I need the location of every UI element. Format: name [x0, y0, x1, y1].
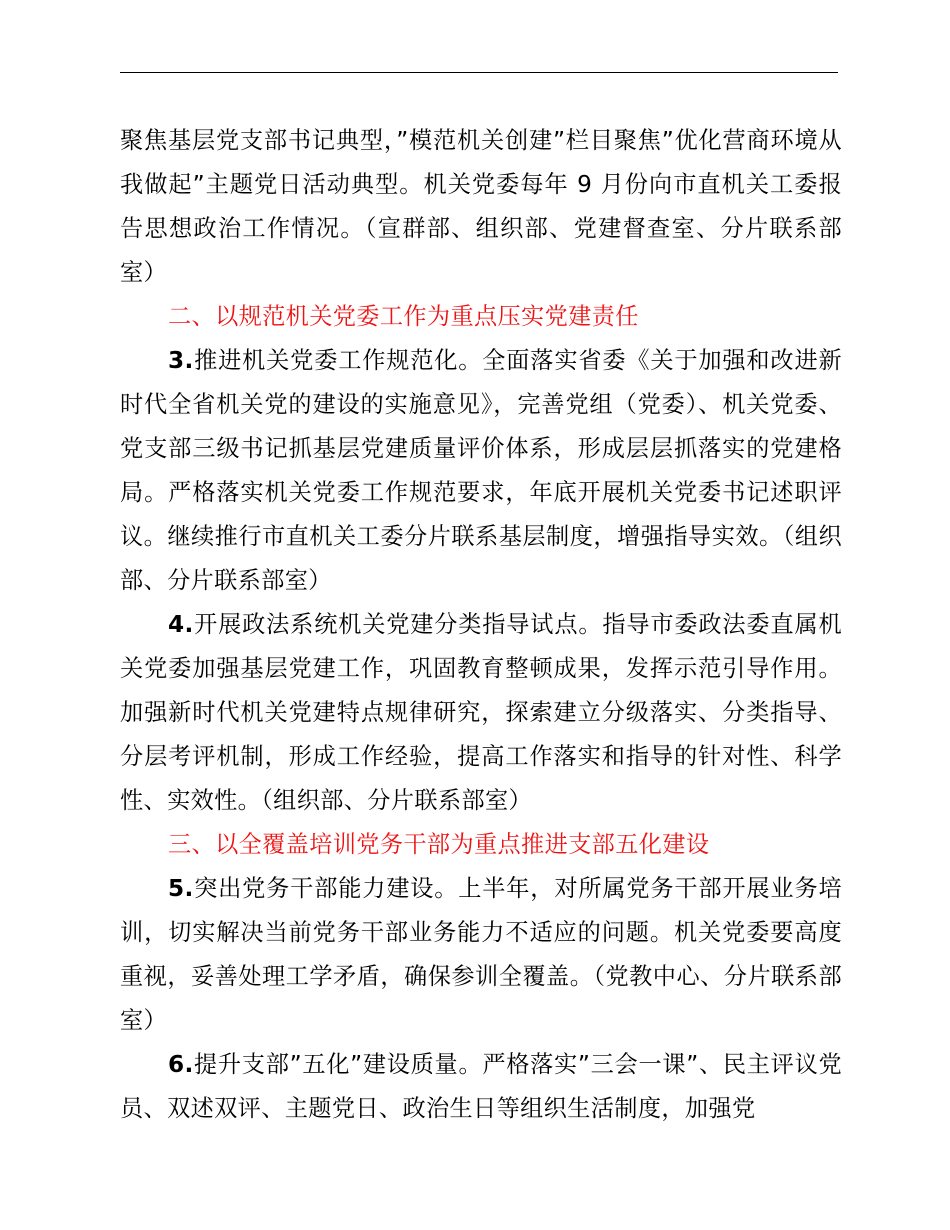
section-heading-3: 三、以全覆盖培训党务干部为重点推进支部五化建设	[168, 831, 710, 858]
section-heading-2: 二、以规范机关党委工作为重点压实党建责任	[168, 303, 639, 330]
header-rule	[120, 72, 838, 73]
paragraph-text: 推进机关党委工作规范化。全面落实省委《关于加强和改进新时代全省机关党的建设的实施意见》，完善党组（党委）、机关党委、党支部三级书记抓基层党建质量评价体系，形成层层抓落实的党建格局。严格落实机关党委工作规范要求，年底开展机关党委书记述职评议。继续推行市直机关工委分片联系基层制度，增强指导实效。（组织部、分片联系部室）	[120, 347, 842, 594]
paragraph-item-5	[120, 867, 842, 1043]
item-number: 4.	[168, 611, 194, 638]
paragraph-text: 突出党务干部能力建设。上半年，对所属党务干部开展业务培训，切实解决当前党务干部业务能力不适应的问题。机关党委要高度重视，妥善处理工学矛盾，确保参训全覆盖。（党教中心、分片联系部室）	[120, 875, 842, 1034]
document-body	[120, 119, 842, 1131]
paragraph-item-4	[120, 603, 842, 823]
paragraph-text: 严格落实”三会一课”、民主评议党员、双述双评、主题党日、政治生日等组织生活制度，加强党	[120, 1051, 842, 1122]
paragraph-item-3	[120, 339, 842, 603]
paragraph-continuation: 聚焦基层党支部书记典型，”模范机关创建”栏目聚焦”优化营商环境从我做起”主题党日活动典型。机关党委每年 9 月份向市直机关工委报告思想政治工作情况。（宣群部、组织部、党建督查室、分片联系部室）	[120, 127, 842, 286]
paragraph-text: 开展政法系统机关党建分类指导试点。指导市委政法委直属机关党委加强基层党建工作，巩固教育整顿成果，发挥示范引导作用。加强新时代机关党建特点规律研究，探索建立分级落实、分类指导、分层考评机制，形成工作经验，提高工作落实和指导的针对性、科学性、实效性。（组织部、分片联系部室）	[120, 611, 842, 814]
paragraph-item-6	[120, 1043, 842, 1131]
item-number: 6.	[168, 1051, 194, 1078]
paragraph-title: 提升支部”五化”建设质量。	[193, 1051, 483, 1078]
item-number: 5.	[168, 875, 194, 902]
item-number: 3.	[168, 347, 194, 374]
